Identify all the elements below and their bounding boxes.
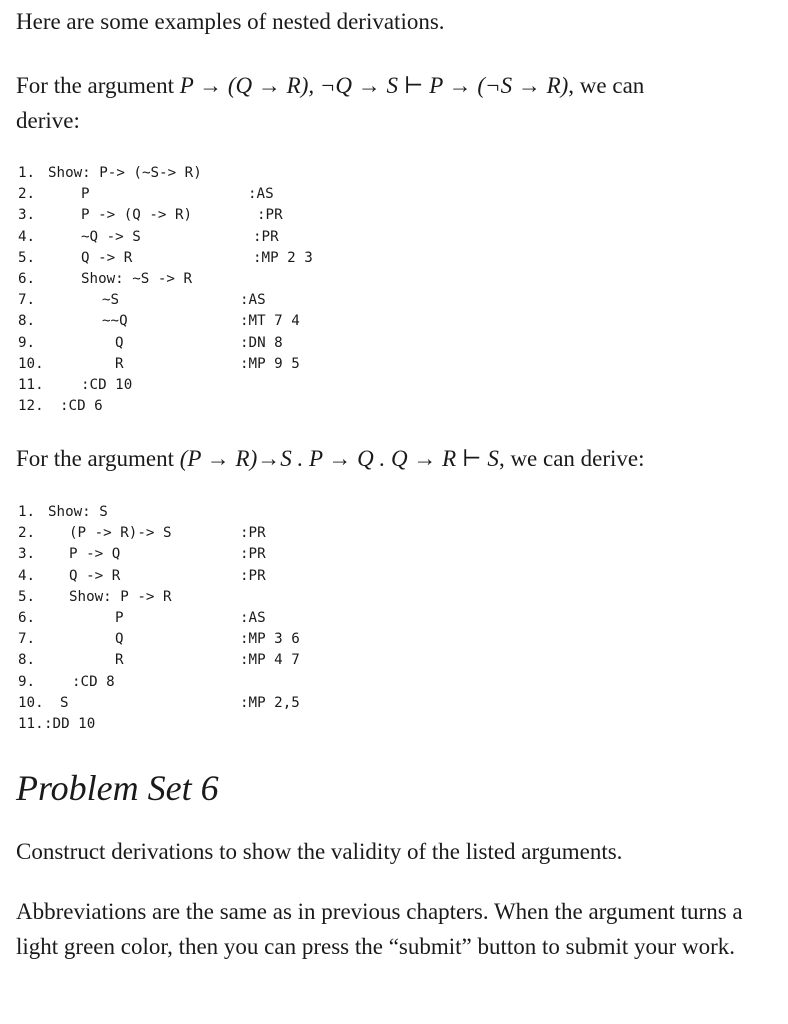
line-justification: :AS [240,292,266,309]
line-formula: Show: ~S -> R [81,270,193,287]
construct-instructions: Construct derivations to show the validity of the listed arguments. [16,839,623,864]
line-number: 8. [18,313,36,330]
line-justification: :MT 7 4 [240,313,300,330]
line-number: 11. [18,715,44,732]
argument-1-statement [16,68,776,138]
line-number: 3. [18,546,36,563]
line-justification: :PR [257,207,283,224]
line-justification: :MP 2 3 [253,249,313,266]
line-formula: (P -> R)-> S [69,525,172,542]
line-formula: ~S [102,292,120,309]
line-justification: :DN 8 [240,334,283,351]
line-number: 7. [18,292,36,309]
line-justification: :AS [248,186,274,203]
argument-1-derive: derive: [16,108,80,133]
line-number: 5. [18,588,36,605]
argument-2-suffix: , we can derive: [498,446,645,471]
line-formula: P -> Q [69,546,121,563]
line-justification: :AS [240,609,266,626]
line-formula: P [115,609,124,626]
line-number: 2. [18,525,36,542]
line-formula: Q [115,334,124,351]
line-formula: :CD 6 [60,398,103,415]
line-justification: :MP 2,5 [240,694,300,711]
line-justification: :PR [253,228,279,245]
line-number: 2. [18,186,36,203]
line-formula: Show: P -> R [69,588,172,605]
line-formula: P [81,186,90,203]
line-number: 6. [18,609,36,626]
abbreviations-instructions: Abbreviations are the same as in previous chapters. When the argument turns a light green color, then you can press the “submit” button to submit your work. [16,899,743,959]
line-formula: P -> (Q -> R) [81,207,193,224]
argument-1-suffix: , we can [568,73,645,98]
line-number: 3. [18,207,36,224]
line-formula: :DD 10 [44,715,96,732]
line-formula: R [115,355,124,372]
line-formula: R [115,652,124,669]
line-formula: :CD 10 [81,376,133,393]
line-number: 9. [18,673,36,690]
line-number: 6. [18,270,36,287]
line-justification: :MP 4 7 [240,652,300,669]
line-number: 7. [18,631,36,648]
line-number: 11. [18,376,44,393]
line-number: 8. [18,652,36,669]
problem-set-heading: Problem Set 6 [16,768,219,808]
argument-2-statement [16,441,776,476]
line-formula: Q -> R [69,567,121,584]
line-formula: ~Q -> S [81,228,141,245]
argument-1-formula: P → (Q → R), ¬Q → S ⊢ P → (¬S → R) [179,73,569,98]
line-formula: Q [115,631,124,648]
line-justification: :MP 3 6 [240,631,300,648]
argument-2-formula: (P → R)→S . P → Q . Q → R ⊢ S [179,446,499,471]
line-number: 1. [18,165,36,181]
line-number: 4. [18,567,36,584]
line-number: 4. [18,228,36,245]
line-justification: :PR [240,567,266,584]
line-number: 1. [18,504,36,520]
line-formula: S [60,694,69,711]
line-justification: :PR [240,525,266,542]
line-number: 5. [18,249,36,266]
line-justification: :MP 9 5 [240,355,300,372]
line-formula: Q -> R [81,249,133,266]
line-formula: :CD 8 [72,673,115,690]
intro-text: Here are some examples of nested derivations. [16,9,445,34]
line-number: 9. [18,334,36,351]
line-justification: :PR [240,546,266,563]
argument-1-prefix: For the argument [16,73,180,98]
line-formula: Show: P-> (~S-> R) [48,165,202,181]
line-number: 10. [18,694,44,711]
argument-2-prefix: For the argument [16,446,180,471]
line-number: 12. [18,398,44,415]
line-formula: Show: S [48,504,108,520]
line-number: 10. [18,355,44,372]
line-formula: ~~Q [102,313,128,330]
